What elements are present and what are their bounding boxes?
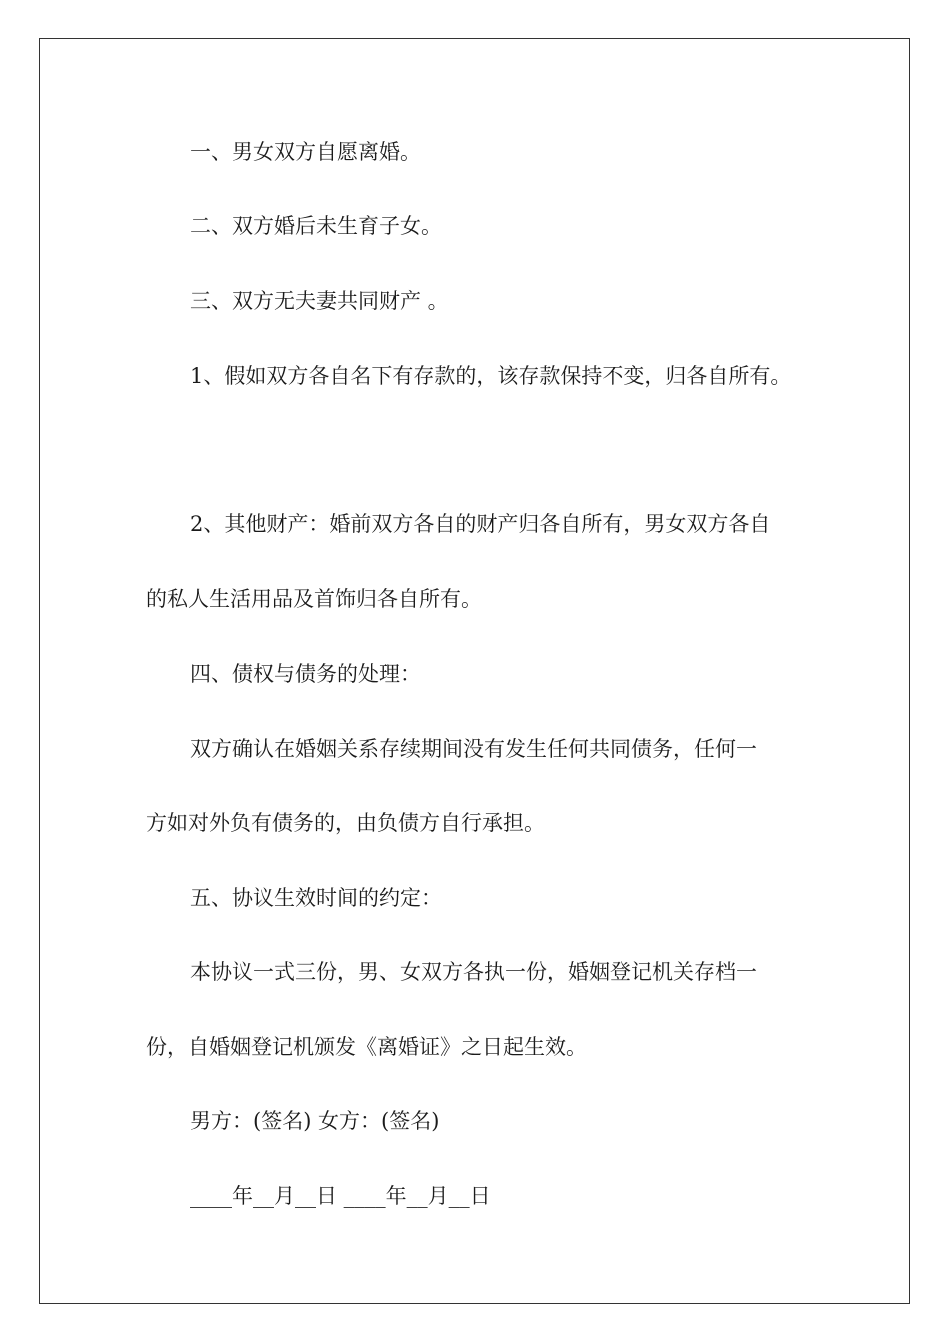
signature-line: 男方：(签名) 女方：(签名) — [190, 1109, 440, 1133]
clause-5-heading: 五、协议生效时间的约定： — [190, 886, 442, 910]
clause-3: 三、双方无夫妻共同财产 。 — [190, 289, 449, 313]
clause-2: 二、双方婚后未生育子女。 — [190, 214, 442, 238]
clause-4-body-cont: 方如对外负有债务的，由负债方自行承担。 — [146, 811, 545, 835]
page-border — [39, 38, 910, 1304]
clause-3-item-1: 1、假如双方各自名下有存款的，该存款保持不变，归各自所有。 — [190, 364, 792, 388]
clause-1: 一、男女双方自愿离婚。 — [190, 140, 421, 164]
date-line: ____年__月__日 ____年__月__日 — [190, 1184, 491, 1208]
clause-4-heading: 四、债权与债务的处理： — [190, 662, 421, 686]
clause-3-item-2: 2、其他财产：婚前双方各自的财产归各自所有，男女双方各自 — [190, 512, 771, 536]
clause-3-item-2-cont: 的私人生活用品及首饰归各自所有。 — [146, 587, 482, 611]
clause-4-body: 双方确认在婚姻关系存续期间没有发生任何共同债务，任何一 — [190, 737, 757, 761]
clause-5-body: 本协议一式三份，男、女双方各执一份，婚姻登记机关存档一 — [190, 960, 757, 984]
clause-5-body-cont: 份，自婚姻登记机颁发《离婚证》之日起生效。 — [146, 1035, 587, 1059]
